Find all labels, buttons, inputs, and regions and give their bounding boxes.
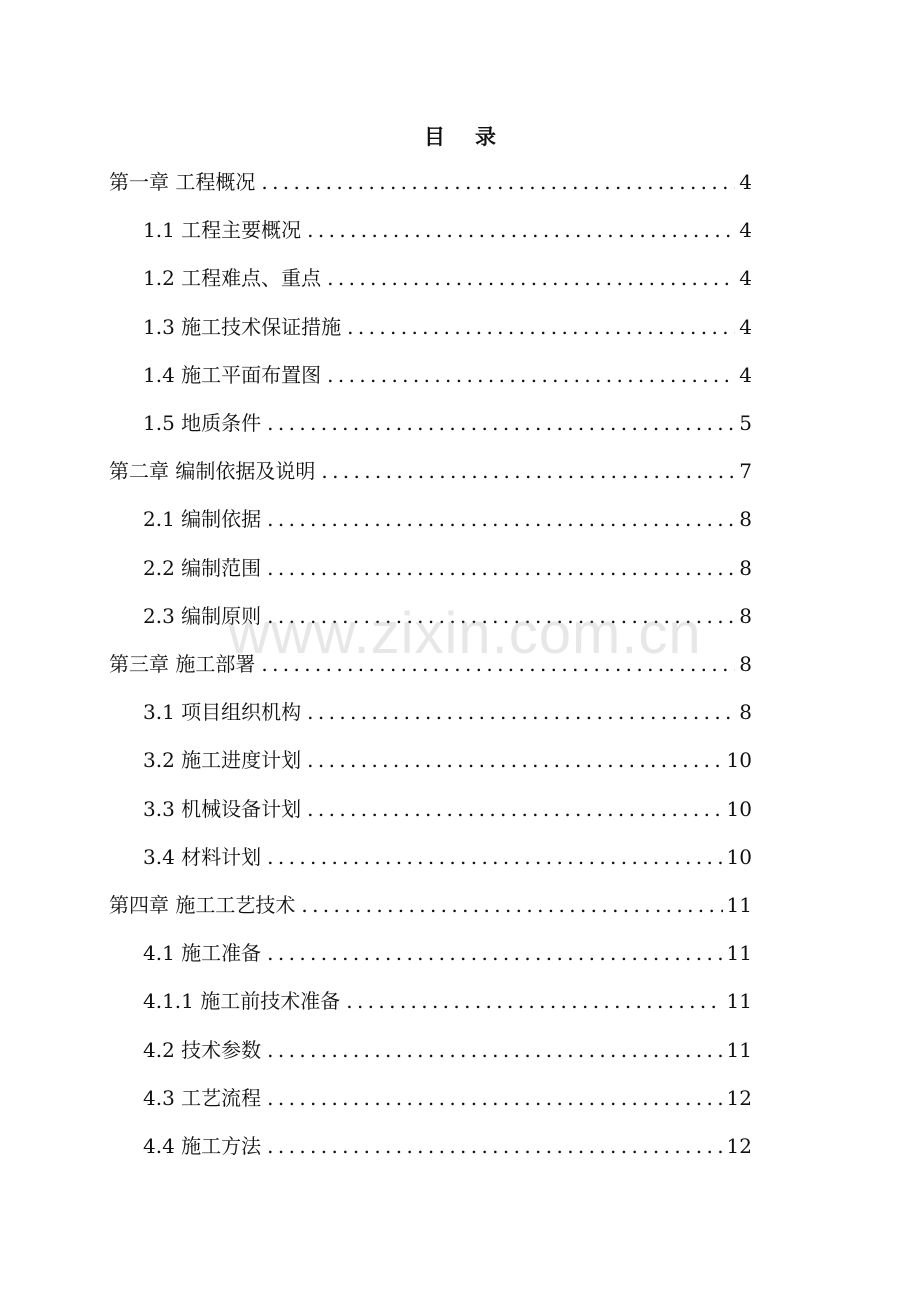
toc-entry-label: 4.3 工艺流程	[143, 1085, 262, 1110]
toc-entry-page-number: 11	[726, 941, 752, 966]
toc-section-entry[interactable]	[143, 933, 752, 973]
dot-leader	[346, 981, 722, 1021]
toc-entry-page-number: 8	[739, 555, 752, 580]
toc-entry-page-number: 10	[726, 796, 752, 821]
toc-entry-label: 第四章 施工工艺技术	[109, 893, 296, 917]
toc-entry-page-number: 10	[726, 748, 752, 773]
toc-section-entry[interactable]	[143, 837, 752, 877]
dot-leader	[261, 162, 735, 202]
toc-entry-label: 3.4 材料计划	[143, 844, 262, 869]
watermark: www.zixin.com.cn	[228, 601, 702, 666]
toc-entry-page-number: 4	[739, 170, 752, 194]
dot-leader	[307, 789, 722, 829]
toc-section-entry[interactable]	[143, 1126, 752, 1166]
toc-section-entry[interactable]	[143, 258, 752, 298]
toc-entry-label: 3.1 项目组织机构	[143, 700, 302, 725]
dot-leader	[267, 933, 722, 973]
toc-entry-page-number: 4	[739, 314, 752, 339]
dot-leader	[267, 499, 735, 539]
toc-entry-label: 3.2 施工进度计划	[143, 748, 302, 773]
toc-section-entry[interactable]	[143, 740, 752, 780]
dot-leader	[327, 258, 735, 298]
toc-section-entry[interactable]	[143, 981, 752, 1021]
dot-leader	[267, 1078, 722, 1118]
toc-entry-label: 第二章 编制依据及说明	[109, 459, 316, 484]
toc-entry-page-number: 8	[739, 652, 752, 676]
toc-section-entry[interactable]	[143, 210, 752, 250]
toc-entry-page-number: 11	[726, 989, 752, 1014]
toc-section-entry[interactable]	[143, 499, 752, 539]
toc-entry-page-number: 4	[739, 218, 752, 243]
toc-entry-label: 1.1 工程主要概况	[143, 218, 302, 243]
toc-entry-label: 第三章 施工部署	[109, 652, 256, 676]
dot-leader	[321, 451, 735, 491]
toc-entry-label: 2.1 编制依据	[143, 507, 262, 532]
toc-chapter-entry[interactable]	[109, 162, 752, 202]
dot-leader	[307, 740, 722, 780]
toc-section-entry[interactable]	[143, 403, 752, 443]
toc-entry-page-number: 5	[739, 411, 752, 435]
toc-entry-label: 1.2 工程难点、重点	[143, 266, 322, 291]
toc-entry-page-number: 12	[726, 1134, 752, 1158]
dot-leader	[267, 403, 735, 443]
toc-title	[0, 120, 920, 152]
toc-entry-page-number: 8	[739, 507, 752, 532]
toc-title-char-2: 录	[475, 124, 496, 149]
dot-leader	[347, 307, 735, 347]
toc-entry-label: 2.2 编制范围	[143, 555, 262, 580]
toc-section-entry[interactable]	[143, 307, 752, 347]
toc-entry-label: 1.4 施工平面布置图	[143, 362, 322, 387]
toc-section-entry[interactable]	[143, 1030, 752, 1070]
toc-entry-label: 2.3 编制原则	[143, 603, 262, 628]
toc-entry-label: 1.5 地质条件	[143, 411, 262, 435]
toc-entry-page-number: 8	[739, 603, 752, 628]
dot-leader	[301, 885, 722, 925]
toc-entry-label: 4.1 施工准备	[143, 941, 262, 966]
toc-entry-label: 1.3 施工技术保证措施	[143, 314, 342, 339]
toc-entry-page-number: 4	[739, 362, 752, 387]
toc-chapter-entry[interactable]	[109, 885, 752, 925]
toc-entry-page-number: 8	[739, 700, 752, 725]
toc-section-entry[interactable]	[143, 596, 752, 636]
toc-entry-page-number: 10	[726, 844, 752, 869]
toc-section-entry[interactable]	[143, 548, 752, 588]
dot-leader	[267, 1030, 722, 1070]
toc-entry-page-number: 11	[726, 1037, 752, 1062]
toc-entry-label: 4.4 施工方法	[143, 1134, 262, 1158]
dot-leader	[327, 355, 735, 395]
toc-chapter-entry[interactable]	[109, 451, 752, 491]
dot-leader	[267, 548, 735, 588]
toc-entry-label: 第一章 工程概况	[109, 170, 256, 194]
toc-entry-page-number: 4	[739, 266, 752, 291]
dot-leader	[261, 644, 735, 684]
toc-entry-label: 4.1.1 施工前技术准备	[143, 989, 341, 1014]
toc-entry-page-number: 7	[739, 459, 752, 484]
dot-leader	[267, 596, 735, 636]
toc-section-entry[interactable]	[143, 355, 752, 395]
toc-section-entry[interactable]	[143, 789, 752, 829]
dot-leader	[267, 837, 722, 877]
toc-title-char-1: 目	[424, 124, 445, 149]
toc-section-entry[interactable]	[143, 692, 752, 732]
toc-section-entry[interactable]	[143, 1078, 752, 1118]
dot-leader	[307, 210, 735, 250]
toc-entry-page-number: 11	[726, 893, 752, 917]
toc-chapter-entry[interactable]	[109, 644, 752, 684]
dot-leader	[267, 1126, 722, 1166]
dot-leader	[307, 692, 735, 732]
toc-entry-page-number: 12	[726, 1085, 752, 1110]
toc-entry-label: 4.2 技术参数	[143, 1037, 262, 1062]
toc-entry-label: 3.3 机械设备计划	[143, 796, 302, 821]
